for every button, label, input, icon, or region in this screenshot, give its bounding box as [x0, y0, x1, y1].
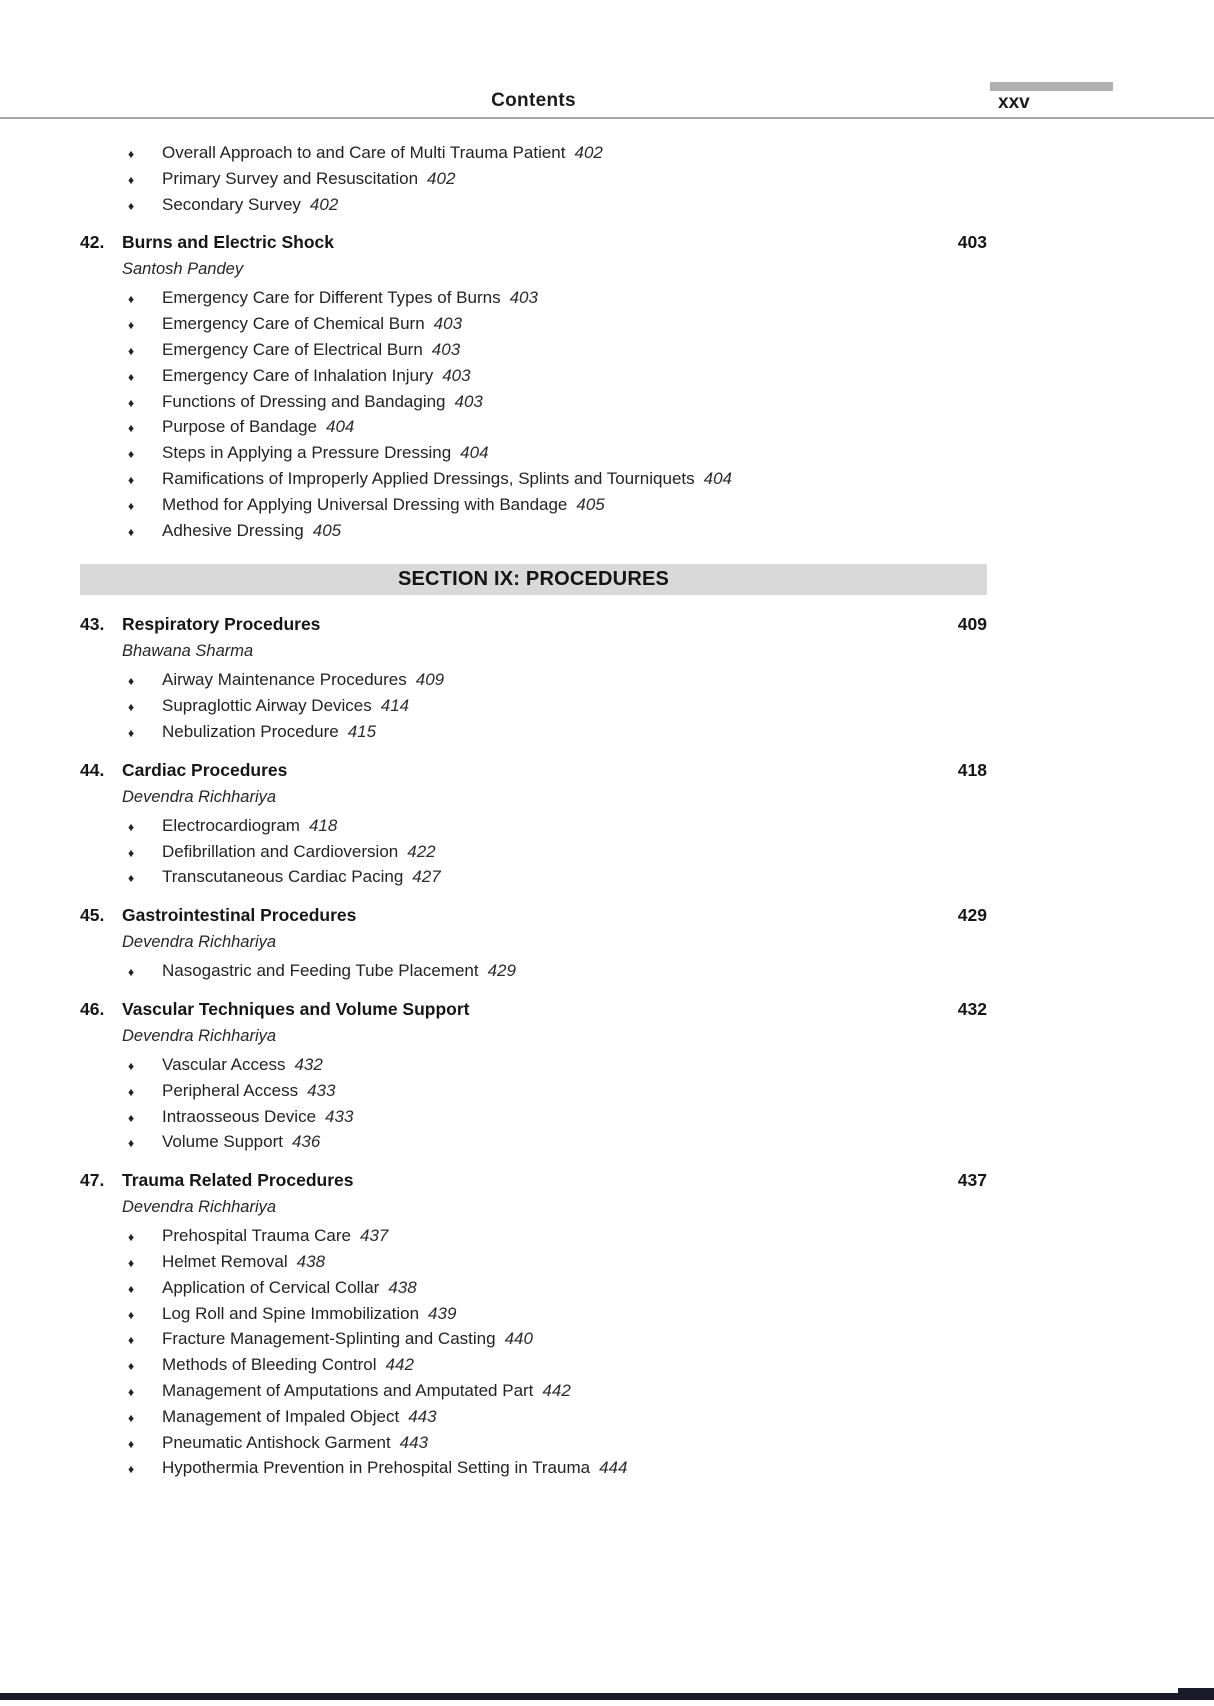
- toc-item-label: Prehospital Trauma Care: [162, 1226, 351, 1246]
- footer-bar: [0, 1693, 1214, 1700]
- diamond-bullet-icon: ♦: [128, 421, 135, 436]
- chapter-entry: [80, 1167, 987, 1482]
- toc-item: [80, 1250, 987, 1276]
- chapter-entry: [80, 229, 987, 544]
- toc-items-group: [80, 814, 987, 891]
- diamond-bullet-icon: ♦: [128, 395, 135, 410]
- chapter-title: Trauma Related Procedures: [122, 1170, 354, 1191]
- toc-item-page: 442: [542, 1380, 571, 1400]
- toc-item-page: 403: [509, 288, 538, 308]
- chapter-author: Bhawana Sharma: [122, 642, 254, 661]
- diamond-bullet-icon: ♦: [128, 318, 135, 333]
- chapter-number: 43.: [80, 614, 105, 635]
- chapter-page-number: 432: [957, 998, 987, 1019]
- toc-item-label: Defibrillation and Cardioversion: [162, 841, 399, 861]
- toc-items-group: [80, 1053, 987, 1156]
- diamond-bullet-icon: ♦: [128, 871, 135, 886]
- toc-item-label: Steps in Applying a Pressure Dressing: [162, 443, 452, 463]
- toc-item-page: 437: [359, 1226, 389, 1246]
- chapter-entry: [80, 757, 987, 891]
- diamond-bullet-icon: ♦: [128, 198, 135, 213]
- toc-item-page: 403: [454, 391, 483, 411]
- chapter-page-number: 418: [957, 759, 987, 780]
- toc-item-page: 438: [388, 1277, 417, 1297]
- toc-item-label: Helmet Removal: [162, 1251, 288, 1271]
- toc-item-label: Emergency Care of Inhalation Injury: [162, 365, 434, 385]
- header-rule: [0, 117, 1214, 119]
- section-banner: [80, 564, 987, 595]
- toc-item-page: 440: [504, 1329, 533, 1349]
- diamond-bullet-icon: ♦: [128, 1058, 135, 1073]
- toc-item-label: Purpose of Bandage: [162, 417, 318, 437]
- folio-page-number: xxv: [998, 92, 1030, 113]
- chapter-title: Cardiac Procedures: [122, 759, 288, 780]
- toc-item-page: 409: [415, 670, 445, 690]
- diamond-bullet-icon: ♦: [128, 1436, 135, 1451]
- toc-item: [80, 312, 987, 338]
- chapter-number: 47.: [80, 1170, 105, 1191]
- diamond-bullet-icon: ♦: [128, 1255, 135, 1270]
- chapter-author: Devendra Richhariya: [122, 787, 277, 806]
- diamond-bullet-icon: ♦: [128, 700, 135, 715]
- toc-item-page: 442: [385, 1355, 414, 1375]
- toc-item: [80, 1379, 987, 1405]
- chapter-page-number: 429: [957, 905, 987, 926]
- page-title: Contents: [491, 90, 576, 111]
- toc-item-page: 438: [296, 1251, 326, 1271]
- chapter-number: 45.: [80, 905, 105, 926]
- toc-item: [80, 193, 987, 219]
- toc-item-page: 414: [380, 696, 410, 716]
- chapter-heading: [80, 902, 987, 929]
- chapter-heading: [80, 1167, 987, 1194]
- diamond-bullet-icon: ♦: [128, 1110, 135, 1125]
- diamond-bullet-icon: ♦: [128, 343, 135, 358]
- toc-item: [80, 1130, 987, 1156]
- toc-item: [80, 814, 987, 840]
- toc-item: [80, 1456, 987, 1482]
- toc-item-page: 403: [433, 314, 463, 334]
- chapter-heading: [80, 229, 987, 256]
- diamond-bullet-icon: ♦: [128, 845, 135, 860]
- toc-item: [80, 441, 987, 467]
- toc-item-page: 432: [294, 1054, 323, 1074]
- toc-item-label: Fracture Management-Splinting and Casting: [162, 1329, 496, 1349]
- toc-item-label: Method for Applying Universal Dressing with Bandage: [162, 494, 568, 514]
- toc-item: [80, 1224, 987, 1250]
- toc-item-page: 403: [431, 339, 461, 359]
- toc-item: [80, 865, 987, 891]
- toc-items-group: [80, 286, 987, 544]
- chapter-author: Devendra Richhariya: [122, 933, 277, 952]
- toc-item: [80, 493, 987, 519]
- toc: [80, 141, 987, 1482]
- diamond-bullet-icon: ♦: [128, 1084, 135, 1099]
- section-title: SECTION IX: PROCEDURES: [397, 568, 670, 591]
- chapter-number: 46.: [80, 998, 105, 1019]
- toc-item: [80, 1431, 987, 1457]
- chapter-page-number: 403: [957, 232, 987, 253]
- diamond-bullet-icon: ♦: [128, 369, 135, 384]
- toc-item-page: 443: [399, 1432, 429, 1452]
- toc-item-page: 405: [576, 494, 605, 514]
- diamond-bullet-icon: ♦: [128, 1307, 135, 1322]
- toc-item: [80, 338, 987, 364]
- toc-item: [80, 364, 987, 390]
- toc-item-page: 403: [442, 365, 471, 385]
- toc-item-label: Functions of Dressing and Bandaging: [162, 391, 446, 411]
- toc-item-page: 433: [325, 1106, 354, 1126]
- toc-item-label: Management of Amputations and Amputated Part: [162, 1380, 534, 1400]
- toc-item: [80, 694, 987, 720]
- chapter-title: Respiratory Procedures: [122, 614, 321, 635]
- toc-item: [80, 1327, 987, 1353]
- diamond-bullet-icon: ♦: [128, 147, 135, 161]
- toc-item-label: Application of Cervical Collar: [162, 1277, 380, 1297]
- diamond-bullet-icon: ♦: [128, 472, 135, 487]
- toc-item: [80, 390, 987, 416]
- toc-item: [80, 141, 987, 167]
- toc-item: [80, 467, 987, 493]
- folio-decoration-bar: [990, 82, 1113, 91]
- chapter-number: 44.: [80, 759, 105, 780]
- diamond-bullet-icon: ♦: [128, 819, 135, 834]
- toc-item-page: 439: [428, 1303, 457, 1323]
- toc-item-label: Primary Survey and Resuscitation: [162, 168, 419, 188]
- toc-item: [80, 1079, 987, 1105]
- toc-item-label: Emergency Care of Chemical Burn: [162, 314, 425, 334]
- chapter-heading: [80, 996, 987, 1023]
- toc-item-page: 402: [574, 143, 603, 162]
- diamond-bullet-icon: ♦: [128, 1410, 135, 1425]
- toc-item-page: 404: [460, 443, 489, 463]
- chapter-title: Gastrointestinal Procedures: [122, 905, 357, 926]
- diamond-bullet-icon: ♦: [128, 447, 135, 462]
- toc-item: [80, 840, 987, 866]
- diamond-bullet-icon: ♦: [128, 965, 135, 980]
- toc-item-label: Emergency Care of Electrical Burn: [162, 339, 423, 359]
- toc-item: [80, 286, 987, 312]
- chapter-title: Vascular Techniques and Volume Support: [122, 998, 470, 1019]
- toc-item-page: 444: [599, 1458, 628, 1478]
- toc-item-page: 433: [307, 1080, 336, 1100]
- toc-item-label: Nasogastric and Feeding Tube Placement: [162, 961, 479, 981]
- chapter-author: Devendra Richhariya: [122, 1198, 277, 1217]
- toc-item: [80, 959, 987, 985]
- chapter-author: Devendra Richhariya: [122, 1026, 277, 1045]
- chapter-heading: [80, 611, 987, 638]
- toc-item-page: 402: [309, 194, 339, 214]
- toc-item: [80, 1302, 987, 1328]
- diamond-bullet-icon: ♦: [128, 524, 135, 539]
- toc-item-label: Pneumatic Antishock Garment: [162, 1432, 391, 1452]
- toc-item-label: Peripheral Access: [162, 1080, 299, 1100]
- diamond-bullet-icon: ♦: [128, 1384, 135, 1399]
- chapter-entry: [80, 611, 987, 745]
- chapter-author: Santosh Pandey: [122, 260, 244, 279]
- toc-item-page: 443: [408, 1406, 437, 1426]
- diamond-bullet-icon: ♦: [128, 292, 135, 307]
- toc-items-group: [80, 959, 987, 985]
- toc-item-page: 415: [347, 721, 377, 741]
- toc-item-label: Airway Maintenance Procedures: [162, 670, 407, 690]
- diamond-bullet-icon: ♦: [128, 1281, 135, 1296]
- toc-item-label: Hypothermia Prevention in Prehospital Setting in Trauma: [162, 1458, 591, 1478]
- toc-item-page: 422: [407, 841, 436, 861]
- toc-items-group: [80, 1224, 987, 1482]
- diamond-bullet-icon: ♦: [128, 1333, 135, 1348]
- chapter-heading: [80, 757, 987, 784]
- toc-item-page: 402: [427, 168, 456, 188]
- diamond-bullet-icon: ♦: [128, 498, 135, 513]
- chapter-title: Burns and Electric Shock: [122, 232, 335, 253]
- toc-item-page: 427: [412, 867, 441, 887]
- toc-item-label: Log Roll and Spine Immobilization: [162, 1303, 420, 1323]
- diamond-bullet-icon: ♦: [128, 1230, 135, 1245]
- toc-item-label: Electrocardiogram: [162, 815, 300, 835]
- toc-item-label: Intraosseous Device: [162, 1106, 317, 1126]
- toc-item: [80, 1053, 987, 1079]
- toc-item-page: 429: [487, 961, 516, 981]
- toc-item-label: Management of Impaled Object: [162, 1406, 400, 1426]
- toc-item-label: Emergency Care for Different Types of Burns: [162, 288, 501, 308]
- toc-item: [80, 1105, 987, 1131]
- chapter-entry: [80, 996, 987, 1156]
- diamond-bullet-icon: ♦: [128, 172, 135, 187]
- toc-item-page: 404: [326, 417, 355, 437]
- toc-item-label: Volume Support: [162, 1132, 283, 1152]
- diamond-bullet-icon: ♦: [128, 1136, 135, 1151]
- diamond-bullet-icon: ♦: [128, 1462, 135, 1477]
- diamond-bullet-icon: ♦: [128, 674, 135, 689]
- diamond-bullet-icon: ♦: [128, 1359, 135, 1374]
- toc-item: [80, 415, 987, 441]
- toc-item-page: 404: [703, 468, 732, 488]
- toc-item: [80, 668, 987, 694]
- toc-item: [80, 1353, 987, 1379]
- toc-item: [80, 1276, 987, 1302]
- chapter-number: 42.: [80, 232, 105, 253]
- toc-item-label: Secondary Survey: [162, 194, 301, 214]
- toc-items-group: [80, 668, 987, 745]
- chapter-page-number: 409: [957, 614, 987, 635]
- toc-item-label: Nebulization Procedure: [162, 721, 339, 741]
- toc-item-label: Adhesive Dressing: [162, 520, 304, 540]
- chapter-page-number: 437: [957, 1170, 987, 1191]
- toc-items-group: [80, 141, 987, 218]
- diamond-bullet-icon: ♦: [128, 725, 135, 740]
- chapter-entry: [80, 902, 987, 985]
- toc-item: [80, 720, 987, 746]
- toc-item: [80, 519, 987, 545]
- toc-item: [80, 167, 987, 193]
- toc-item-label: Transcutaneous Cardiac Pacing: [162, 867, 404, 887]
- toc-item-label: Supraglottic Airway Devices: [162, 696, 372, 716]
- toc-item-label: Methods of Bleeding Control: [162, 1355, 377, 1375]
- toc-item-page: 436: [291, 1132, 321, 1152]
- toc-item-label: Vascular Access: [162, 1054, 286, 1074]
- toc-item-page: 418: [308, 815, 338, 835]
- toc-item-label: Overall Approach to and Care of Multi Trauma Patient: [162, 143, 566, 162]
- toc-item-label: Ramifications of Improperly Applied Dressings, Splints and Tourniquets: [162, 468, 695, 488]
- toc-item-page: 405: [312, 520, 342, 540]
- toc-item: [80, 1405, 987, 1431]
